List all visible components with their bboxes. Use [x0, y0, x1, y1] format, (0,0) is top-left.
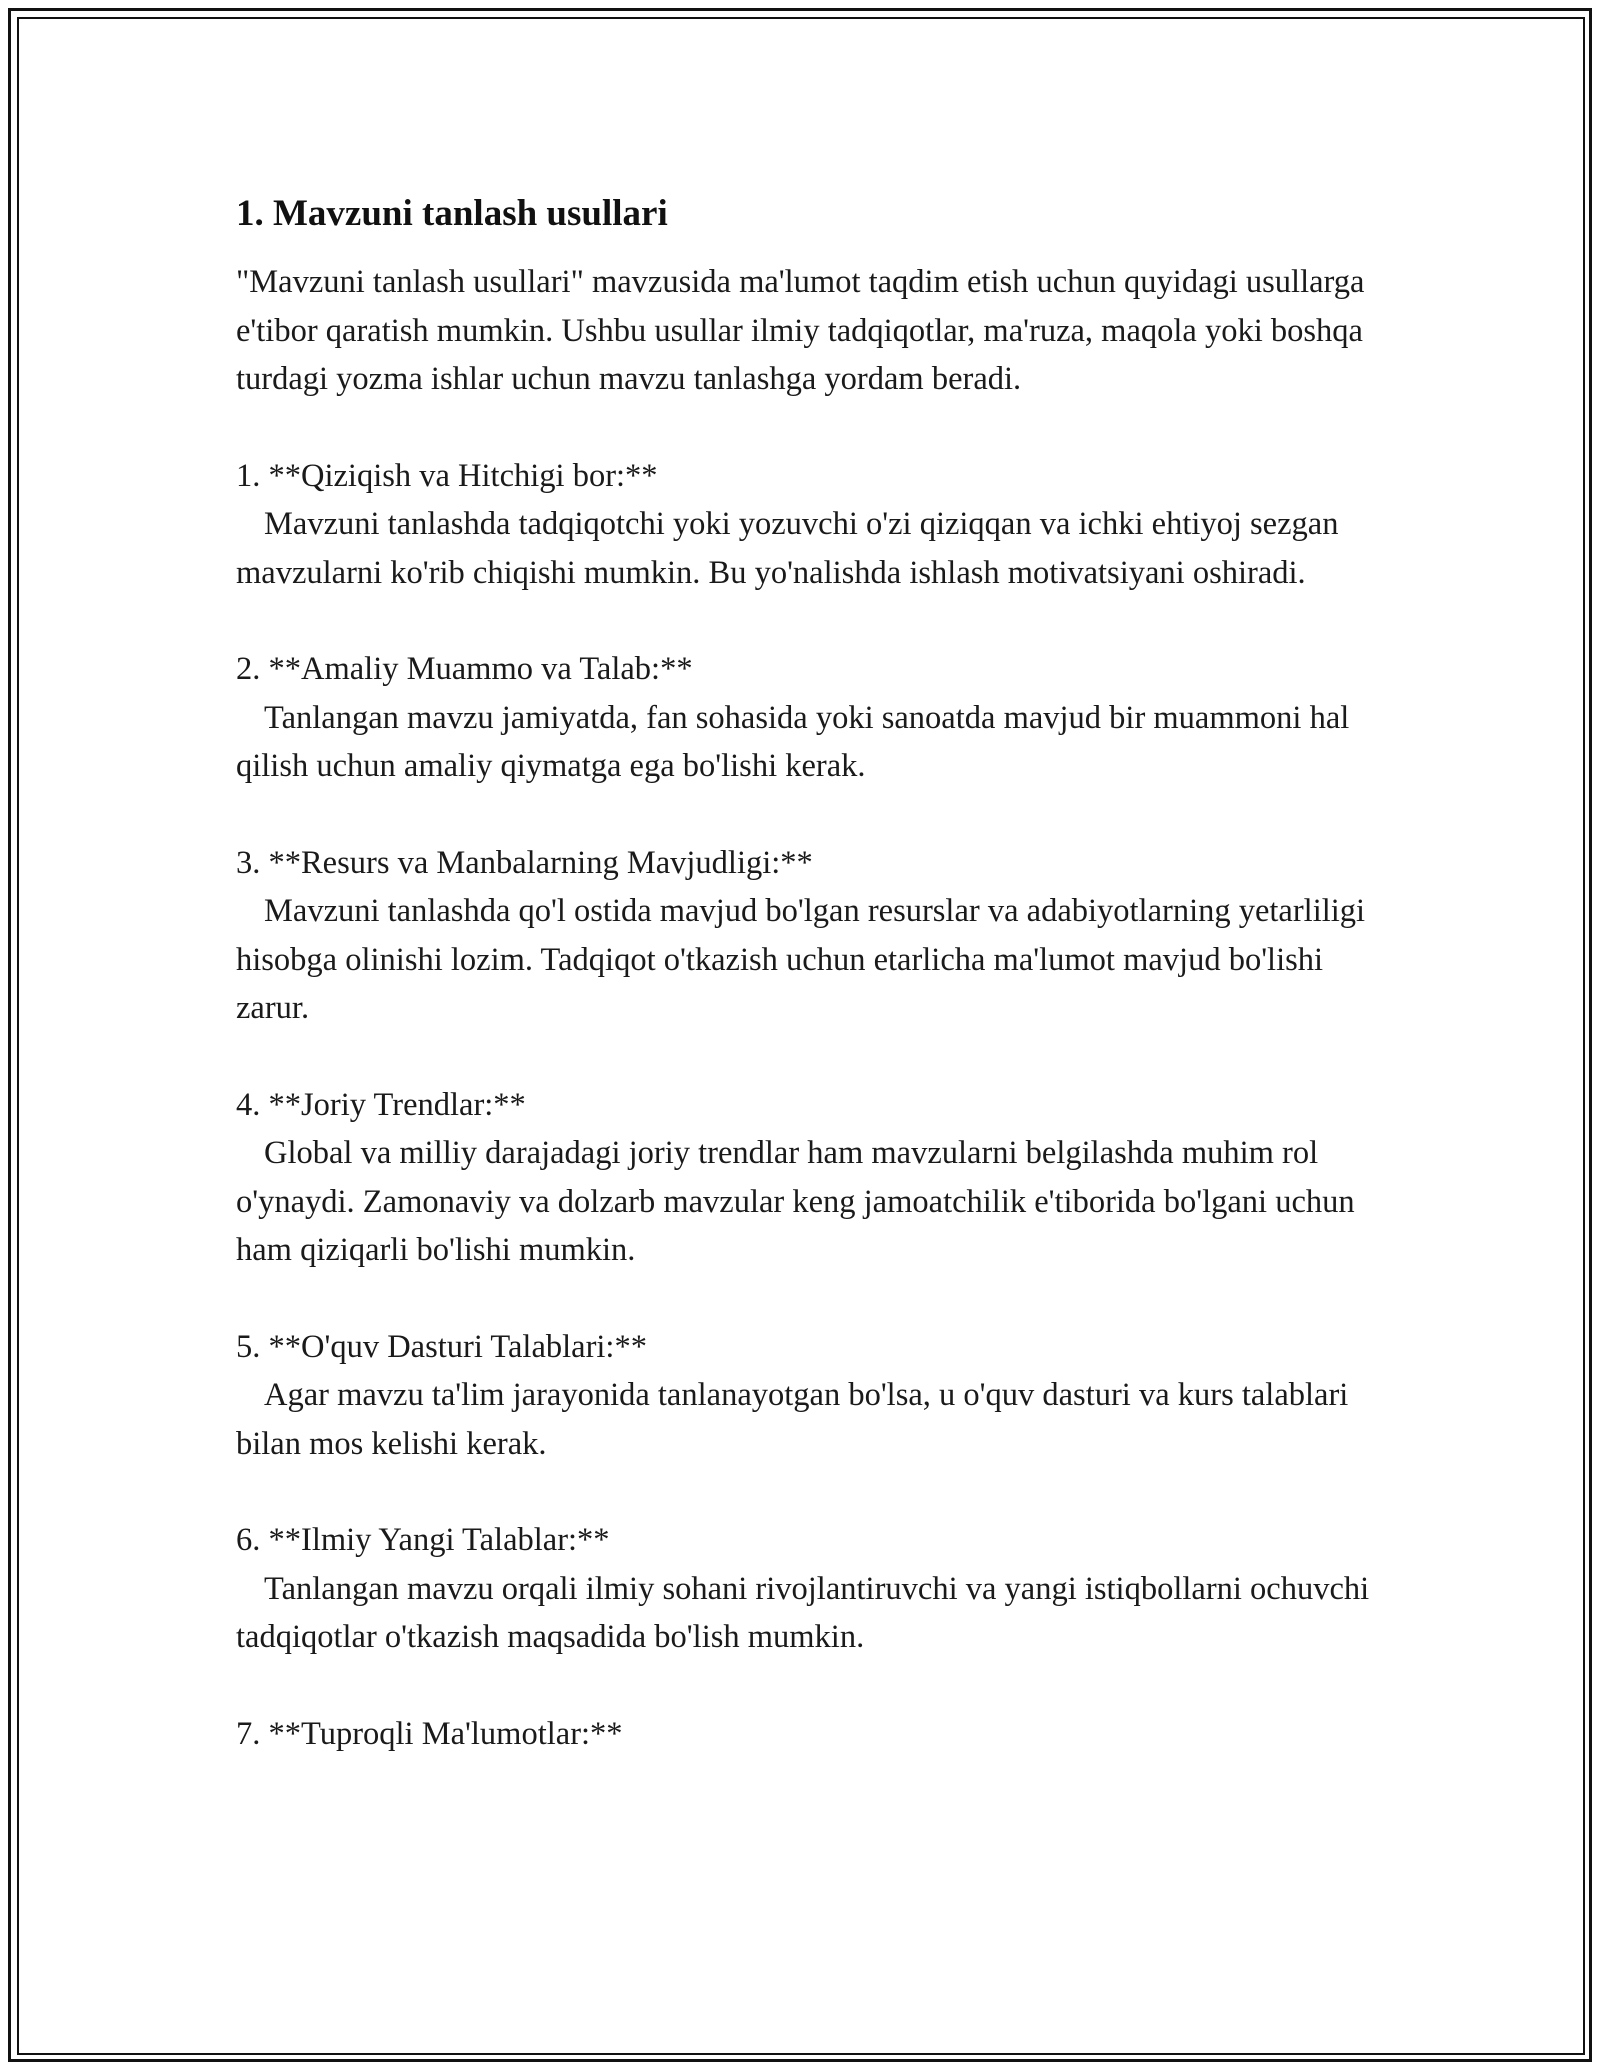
- list-item-4: [236, 1081, 1376, 1275]
- list-item-heading: 7. **Tuproqli Ma'lumotlar:**: [236, 1715, 623, 1752]
- list-item-7: [236, 1710, 1376, 1759]
- list-item-3: [236, 839, 1376, 1033]
- list-item-body: Global va milliy darajadagi joriy trendlar ham mavzularni belgilashda muhim rol o'ynaydi. Zamonaviy va dolzarb mavzular keng jamoatchilik e'tiborida bo'lgani uchun ham qiziqarli bo'lishi mumkin.: [236, 1135, 1355, 1268]
- list-item-body: Tanlangan mavzu jamiyatda, fan sohasida yoki sanoatda mavjud bir muammoni hal qilish uchun amaliy qiymatga ega bo'lishi kerak.: [236, 699, 1350, 784]
- list-item-1: [236, 452, 1376, 598]
- list-item-heading: 3. **Resurs va Manbalarning Mavjudligi:**: [236, 844, 813, 881]
- list-item-body: Agar mavzu ta'lim jarayonida tanlanayotgan bo'lsa, u o'quv dasturi va kurs talablari bilan mos kelishi kerak.: [236, 1377, 1349, 1462]
- list-item-heading: 2. **Amaliy Muammo va Talab:**: [236, 651, 693, 687]
- intro-paragraph: "Mavzuni tanlash usullari" mavzusida ma'lumot taqdim etish uchun quyidagi usullarga e'tibor qaratish mumkin. Ushbu usullar ilmiy tadqiqotlar, ma'ruza, maqola yoki boshqa turdagi yozma ishlar uchun mavzu tanlashga yordam beradi.: [236, 264, 1365, 397]
- list-item-6: [236, 1516, 1376, 1662]
- list-item-heading: 4. **Joriy Trendlar:**: [236, 1086, 526, 1123]
- list-item-body: Tanlangan mavzu orqali ilmiy sohani rivojlantiruvchi va yangi istiqbollarni ochuvchi tadqiqotlar o'tkazish maqsadida bo'lish mumkin.: [236, 1570, 1370, 1655]
- list-item-5: [236, 1323, 1376, 1469]
- list-item-body: Mavzuni tanlashda tadqiqotchi yoki yozuvchi o'zi qiziqqan va ichki ehtiyoj sezgan mavzularni ko'rib chiqishi mumkin. Bu yo'nalishda ishlash motivatsiyani oshiradi.: [236, 506, 1339, 591]
- document-content: [236, 190, 1376, 1806]
- page-title: 1. Mavzuni tanlash usullari: [236, 193, 668, 234]
- list-item-heading: 6. **Ilmiy Yangi Talablar:**: [236, 1522, 610, 1558]
- list-item-heading: 5. **O'quv Dasturi Talablari:**: [236, 1328, 647, 1365]
- list-item-2: [236, 645, 1376, 791]
- list-item-heading: 1. **Qiziqish va Hitchigi bor:**: [236, 457, 658, 494]
- list-item-body: Mavzuni tanlashda qo'l ostida mavjud bo'lgan resurslar va adabiyotlarning yetarliligi hisobga olinishi lozim. Tadqiqot o'tkazish uchun etarlicha ma'lumot mavjud bo'lishi zarur.: [236, 893, 1366, 1026]
